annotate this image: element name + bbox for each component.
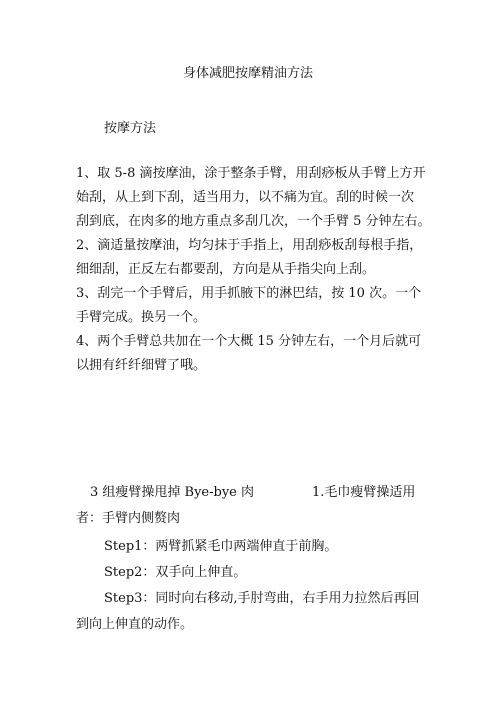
paragraph-4 (76, 330, 424, 378)
paragraph-line: 细细刮，正反左右都要刮，方向是从手指尖向上刮。 (76, 262, 376, 277)
exercise-subtitle-continuation: 者：手臂内侧赘肉 (76, 511, 181, 526)
exercise-section-title: 3 组瘦臂操甩掉 Bye-bye 肉 (90, 485, 255, 500)
paragraph-line: 始刮，从上到下刮，适当用力，以不痛为宜。刮的时候一次 (76, 190, 415, 205)
document-title: 身体减肥按摩精油方法 (182, 66, 313, 81)
paragraph-line: 4、两个手臂总共加在一个大概 15 分钟左右，一个月后就可 (76, 334, 422, 349)
paragraph-line: 3、刮完一个手臂后，用手抓腋下的淋巴结，按 10 次。一个 (76, 286, 422, 301)
paragraph-1 (76, 162, 431, 234)
paragraph-line: 1、取 5-8 滴按摩油，涂于整条手臂，用刮痧板从手臂上方开 (76, 166, 426, 181)
step-2: Step2：双手向上伸直。 (104, 565, 247, 580)
step-3-continuation: 到向上伸直的动作。 (76, 617, 194, 632)
step-3: Step3：同时向右移动,手肘弯曲，右手用力拉然后再回 (104, 591, 420, 606)
section-heading: 按摩方法 (104, 121, 157, 136)
paragraph-line: 以拥有纤纤细臂了哦。 (76, 358, 207, 373)
paragraph-line: 手臂完成。换另一个。 (76, 310, 207, 325)
step-1: Step1：两臂抓紧毛巾两端伸直于前胸。 (104, 539, 338, 554)
exercise-subtitle: 1.毛巾瘦臂操适用 (312, 485, 416, 500)
paragraph-line: 2、滴适量按摩油，均匀抹于手指上，用刮痧板刮每根手指， (76, 238, 423, 253)
paragraph-2 (76, 234, 424, 282)
paragraph-3 (76, 282, 424, 330)
paragraph-line: 刮到底，在肉多的地方重点多刮几次，一个手臂 5 分钟左右。 (76, 214, 431, 229)
